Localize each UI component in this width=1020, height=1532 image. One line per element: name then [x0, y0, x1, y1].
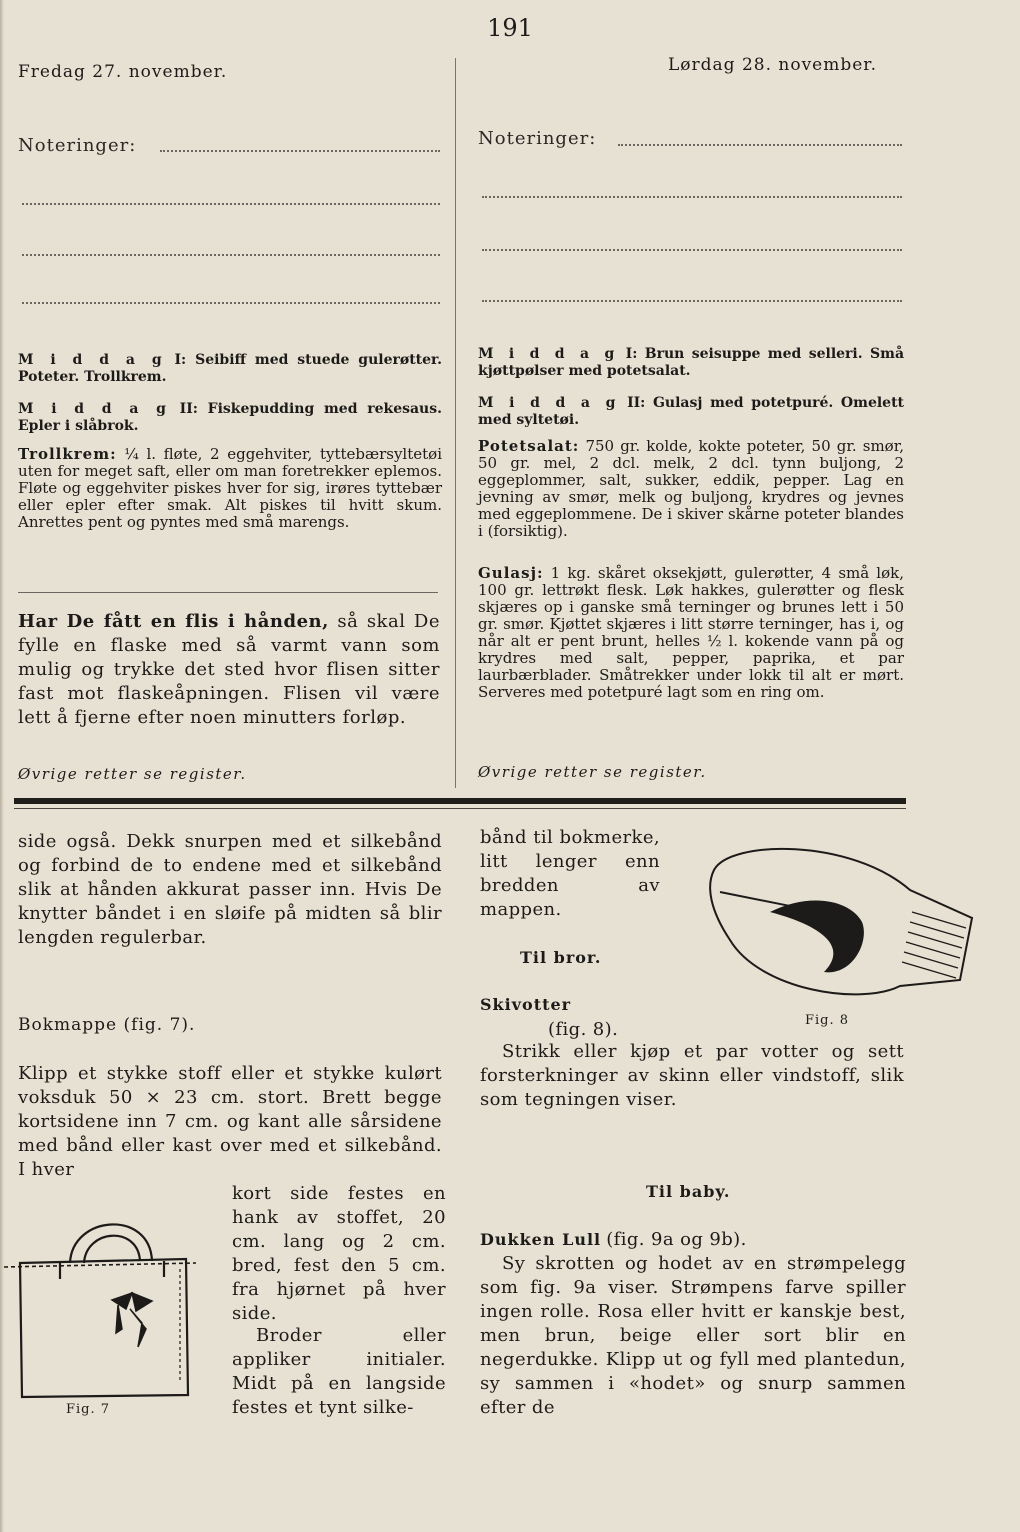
right-menu-2-text: II: Gulasj med potetpuré. Omelett med syltetøi.: [478, 395, 905, 428]
right-notes-label: Noteringer:: [478, 128, 597, 149]
left-notes-line-2[interactable]: [22, 203, 440, 205]
tip-heading: Har De fått en flis i hånden,: [18, 611, 329, 632]
column-divider: [455, 58, 456, 788]
left-recipe-label: Trollkrem:: [18, 445, 117, 463]
doll-title: Dukken Lull: [480, 1230, 602, 1249]
right-recipe-gulasj: [478, 565, 904, 701]
skivotter-title: Skivotter: [480, 995, 572, 1014]
left-menu-1: [18, 352, 442, 386]
lower-left-para-2: Klipp et stykke stoff eller et stykke kulørt voksduk 50 × 23 cm. stort. Brett begge kortsidene inn 7 cm. og kant alle sårsidene med bånd eller kast over med et silkebånd. I hver: [18, 1063, 442, 1180]
page-number: 191: [487, 14, 533, 42]
doll-fig-ref: (fig. 9a og 9b).: [606, 1229, 747, 1250]
lower-left-para-1: side også. Dekk snurpen med et silkebånd og forbind de to endene med et silkebånd slik at hånden akkurat passer inn. Hvis De knytter båndet i en sløife på midten så blir lengden regulerbar.: [18, 831, 442, 948]
left-menu-2: [18, 401, 442, 435]
lower-left-para-3: Broder eller appliker initialer. Midt på en langside festes et tynt silke-: [232, 1325, 446, 1418]
section-separator-band: [14, 798, 906, 804]
bokmappe-heading: Bokmappe (fig. 7).: [18, 1015, 196, 1035]
til-bror-heading: Til bror.: [520, 948, 602, 967]
til-baby-heading: Til baby.: [646, 1182, 731, 1201]
fig7-bag-drawing: [0, 1205, 200, 1400]
doll-heading: [480, 1228, 904, 1252]
right-recipe-2-text: 1 kg. skåret oksekjøtt, gulerøtter, 4 små løk, 100 gr. lettrøkt flesk. Løk hakkes, gulerøtter og flesk skjæres op i ganske små terninger og brunes lett i 50 gr. smør. Kjøttet skjæres i litt større terninger, has i, og når alt er pent brunt, helles ½ l. kokende vann på og krydres med salt, pepper, paprika, et par laurbærblader. Småtrekker under lokk til alt er mørt. Serveres med potetpuré lagt som en ring om.: [478, 564, 904, 701]
skivotter-fig-ref: (fig. 8).: [548, 1019, 619, 1040]
right-notes-line-1[interactable]: [618, 144, 902, 146]
section-rule: [18, 592, 438, 593]
left-notes-line-4[interactable]: [22, 302, 440, 304]
left-day-title: Fredag 27. november.: [18, 62, 228, 82]
left-see-register: Øvrige retter se register.: [18, 765, 247, 783]
fig8-caption: Fig. 8: [805, 1013, 850, 1028]
right-notes-line-4[interactable]: [482, 300, 902, 302]
splinter-tip: [18, 610, 440, 730]
right-notes-line-2[interactable]: [482, 196, 902, 198]
left-menu-1-label: M i d d a g: [18, 352, 166, 368]
right-recipe-1-text: 750 gr. kolde, kokte poteter, 50 gr. smør, 50 gr. mel, 2 dcl. melk, 2 dcl. tynn buljong, 2 eggeplommer, salt, sukker, eddik, pepper. Lag en jevning av smør, melk og buljong, krydres og jevnes med eggeplommene. De i skiver skårne poteter blandes i (forsiktig).: [478, 437, 904, 540]
right-day-title: Lørdag 28. november.: [668, 55, 877, 75]
fig7-caption: Fig. 7: [66, 1402, 111, 1417]
lower-left-para-2-cont: kort side festes en hank av stoffet, 20 cm. lang og 2 cm. bred, fest den 5 cm. fra hjørnet på hver side.: [232, 1183, 446, 1324]
left-notes-line-3[interactable]: [22, 254, 440, 256]
left-menu-2-text: II: Fiskepudding med rekesaus. Epler i slåbrok.: [18, 401, 442, 434]
right-see-register: Øvrige retter se register.: [478, 763, 707, 781]
left-recipe-text: ¼ l. fløte, 2 eggehviter, tyttebærsyltetøi uten for meget saft, eller om man foretrekker eplemos. Fløte og eggehviter piskes hver for sig, irøres tyttebær eller epler efter smak. Alt piskes til hvitt skum. Anrettes pent og pyntes med små marengs.: [18, 445, 442, 531]
section-separator-thin: [14, 808, 906, 809]
right-menu-1-text: I: Brun seisuppe med selleri. Små kjøttpølser med potetsalat.: [478, 346, 905, 379]
left-recipe-trollkrem: [18, 446, 442, 531]
lower-right-para-1: bånd til bokmerke, litt lenger enn bredden av mappen.: [480, 827, 660, 920]
left-menu-1-text: I: Seibiff med stuede gulerøtter. Poteter. Trollkrem.: [18, 352, 442, 385]
right-notes-line-3[interactable]: [482, 249, 902, 251]
skivotter-text: Strikk eller kjøp et par votter og sett forsterkninger av skinn eller vindstoff, slik som tegningen viser.: [480, 1041, 904, 1110]
right-recipe-2-label: Gulasj:: [478, 564, 544, 582]
fig8-mitten-drawing: [700, 830, 980, 1020]
right-menu-1: [478, 346, 904, 380]
doll-text: Sy skrotten og hodet av en strømpelegg som fig. 9a viser. Strømpens farve spiller ingen rolle. Rosa eller hvitt er kanskje best, men brun, beige eller sort blir en negerdukke. Klipp ut og fyll med plantedun, sy sammen i «hodet» og snurp sammen efter de: [480, 1253, 906, 1418]
right-menu-2: [478, 395, 904, 429]
right-menu-2-label: M i d d a g: [478, 395, 620, 411]
right-recipe-potetsalat: [478, 438, 904, 540]
left-notes-line-1[interactable]: [160, 150, 440, 152]
right-recipe-1-label: Potetsalat:: [478, 437, 580, 455]
tip-text: så skal De fylle en flaske med så varmt vann som mulig og trykke det sted hvor flisen sitter fast mot flaskeåpningen. Flisen vil være lett å fjerne efter noen minutters forløp.: [18, 611, 440, 728]
right-menu-1-label: M i d d a g: [478, 346, 619, 362]
left-menu-2-label: M i d d a g: [18, 401, 170, 417]
left-notes-label: Noteringer:: [18, 135, 137, 156]
